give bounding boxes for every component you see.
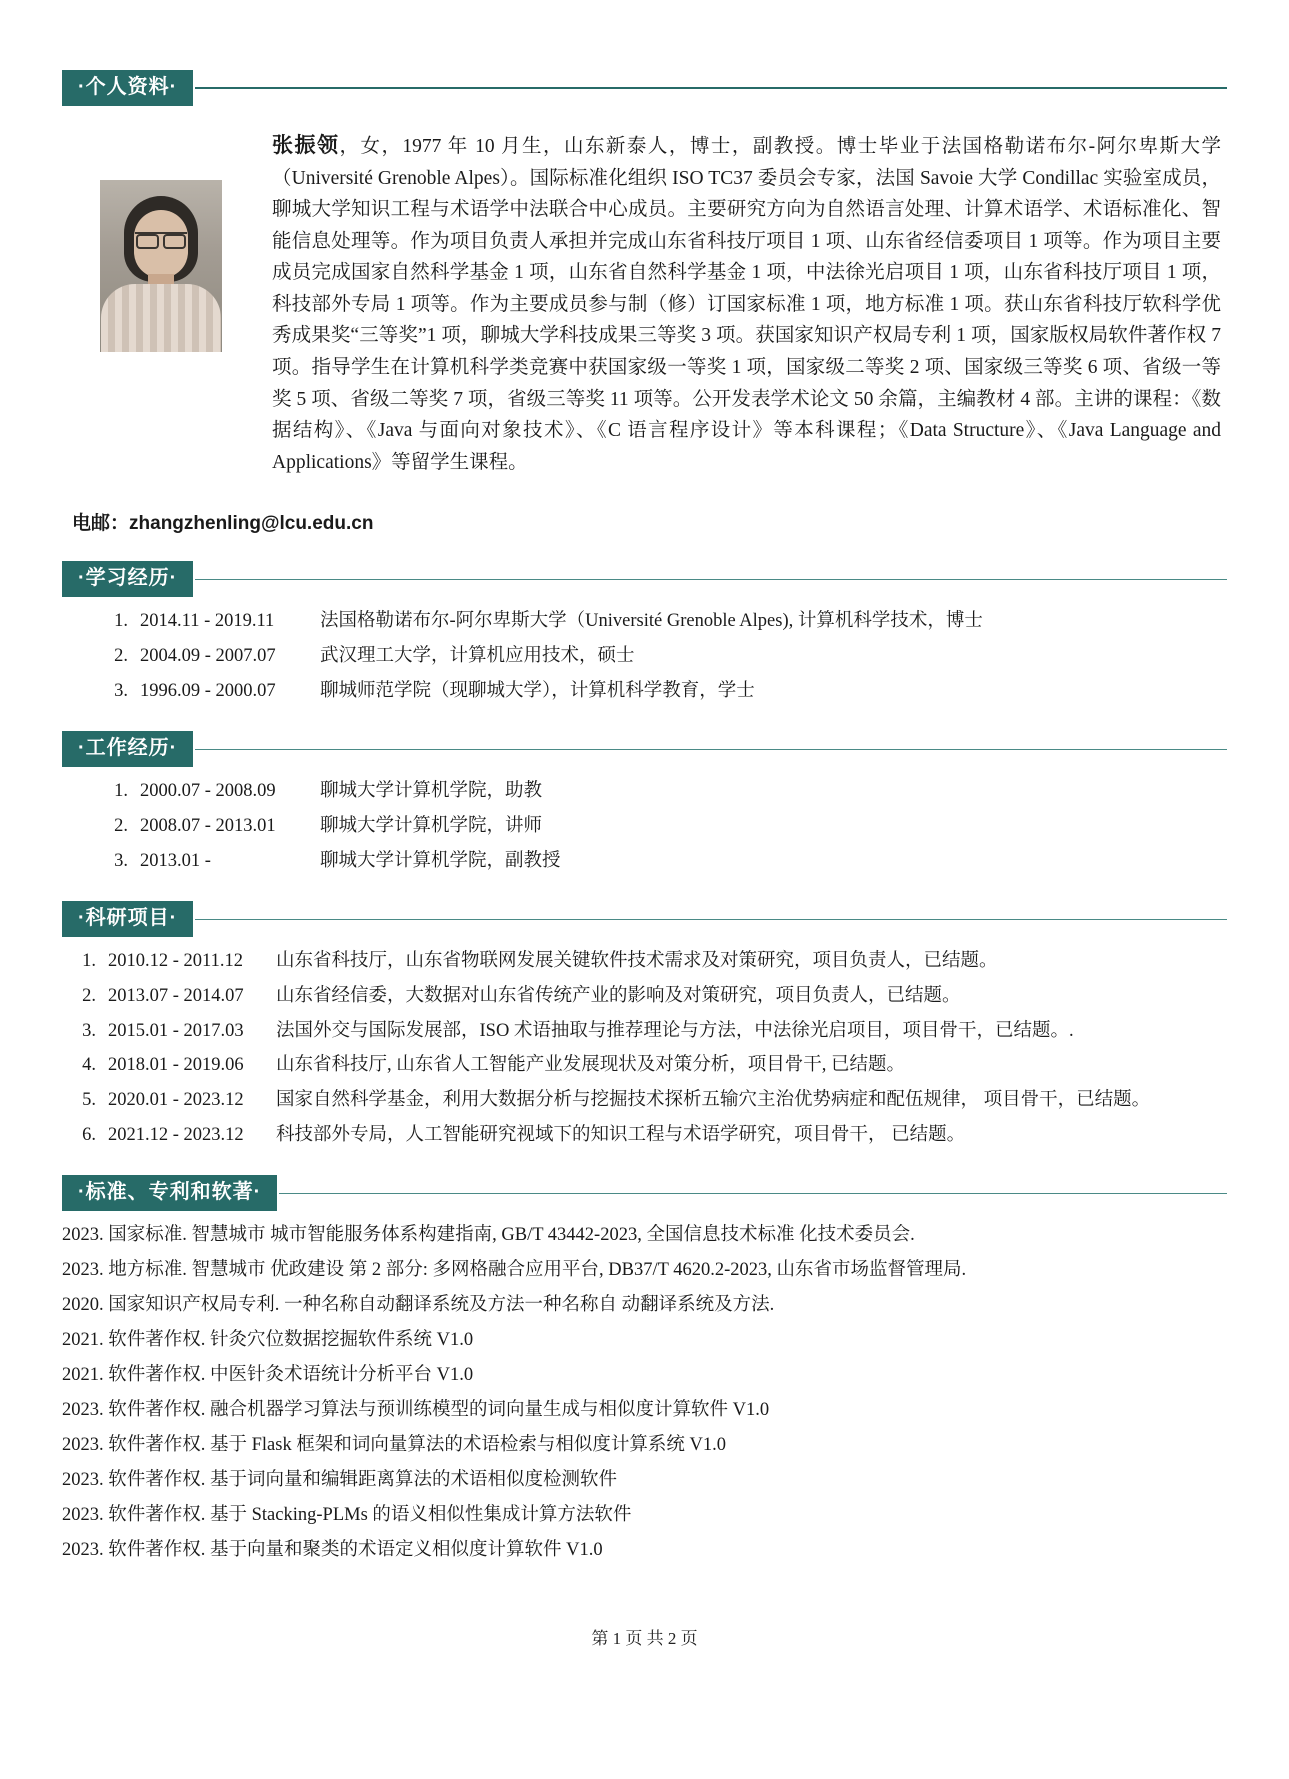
list-item	[62, 642, 1227, 671]
item-index: 1.	[114, 611, 128, 632]
item-text: 聊城大学计算机学院，副教授	[320, 850, 561, 871]
bio-paragraph	[272, 128, 1221, 478]
item-text: 武汉理工大学，计算机应用技术，硕士	[320, 646, 635, 667]
item-dates: 2013.07 - 2014.07	[108, 986, 244, 1007]
list-item	[62, 677, 1227, 706]
item-text: 山东省经信委，大数据对山东省传统产业的影响及对策研究，项目负责人，已结题。	[276, 986, 961, 1007]
section-rule	[195, 919, 1227, 920]
item-dates: 2021.12 - 2023.12	[108, 1124, 244, 1145]
list-item	[62, 982, 1227, 1011]
photo-body	[101, 284, 221, 352]
item-dates: 2018.01 - 2019.06	[108, 1055, 244, 1076]
item-index: 2.	[114, 646, 128, 667]
bio-container	[262, 128, 1227, 478]
item-text: 聊城大学计算机学院，助教	[320, 781, 543, 802]
section-header-standards	[62, 1175, 1227, 1211]
item-text: 国家自然科学基金，利用大数据分析与挖掘技术探析五输穴主治优势病症和配伍规律， 项目骨干，已结题。	[276, 1090, 1151, 1111]
item-dates: 1996.09 - 2000.07	[140, 680, 276, 701]
item-dates: 2013.01 -	[140, 850, 211, 871]
list-item: 2021. 软件著作权. 中医针灸术语统计分析平台 V1.0	[62, 1365, 474, 1386]
education-list	[62, 607, 1227, 705]
section-header-education	[62, 561, 1227, 597]
section-title-standards: ·标准、专利和软著·	[62, 1175, 277, 1211]
email-label: 电邮：	[72, 513, 130, 535]
email-line	[62, 508, 1227, 535]
list-item	[62, 777, 1227, 806]
item-index: 5.	[82, 1090, 96, 1111]
item-text: 山东省科技厅，山东省物联网发展关键软件技术需求及对策研究，项目负责人，已结题。	[276, 951, 998, 972]
section-rule	[279, 1193, 1227, 1194]
projects-list	[62, 947, 1227, 1149]
glasses-icon	[135, 232, 187, 246]
section-title-personal: ·个人资料·	[62, 70, 193, 106]
list-item	[62, 1017, 1227, 1046]
work-list	[62, 777, 1227, 875]
page-footer	[62, 1624, 1227, 1649]
item-text: 山东省科技厅, 山东省人工智能产业发展现状及对策分析，项目骨干, 已结题。	[276, 1055, 906, 1076]
photo-container	[62, 128, 262, 352]
item-text: 聊城师范学院（现聊城大学），计算机科学教育，学士	[320, 680, 755, 701]
standards-list	[62, 1221, 1227, 1566]
item-index: 3.	[82, 1020, 96, 1041]
item-text: 聊城大学计算机学院，讲师	[320, 816, 543, 837]
list-item: 2023. 软件著作权. 基于 Stacking-PLMs 的语义相似性集成计算方法软件	[62, 1505, 632, 1526]
section-header-personal	[62, 70, 1227, 106]
bio-text: ，女，1977 年 10 月生，山东新泰人，博士，副教授。博士毕业于法国格勒诺布尔-阿尔卑斯大学（Université Grenoble Alpes）。国际标准化组织 ISO TC37 委员会专家，法国 Savoie 大学 Condillac 实验室成员，聊城大学知识工程与术语学中法联合中心成员。主要研究方向为自然语言处理、计算术语学、术语标准化、智能信息处理等。作为项目负责人承担并完成山东省科技厅项目 1 项、山东省经信委项目 1 项等。作为项目主要成员完成国家自然科学基金 1 项，山东省自然科学基金 1 项，中法徐光启项目 1 项，山东省科技厅项目 1 项，科技部外专局 1 项等。作为主要成员参与制（修）订国家标准 1 项，地方标准 1 项。获山东省科技厅软科学优秀成果奖“三等奖”1 项，聊城大学科技成果三等奖 3 项。获国家知识产权局专利 1 项，国家版权局软件著作权 7 项。指导学生在计算机科学类竞赛中获国家级一等奖 1 项，国家级二等奖 2 项、国家级三等奖 6 项、省级一等奖 5 项、省级二等奖 7 项，省级三等奖 11 项等。公开发表学术论文 50 余篇，主编教材 4 部。主讲的课程：《数据结构》、《Java 与面向对象技术》、《C 语言程序设计》等本科课程；《Data Structure》、《Java Language and Applications》等留学生课程。	[272, 136, 1222, 473]
item-dates: 2015.01 - 2017.03	[108, 1020, 244, 1041]
item-text: 法国外交与国际发展部，ISO 术语抽取与推荐理论与方法，中法徐光启项目，项目骨干，已结题。.	[276, 1020, 1074, 1041]
list-item	[62, 947, 1227, 976]
list-item: 2023. 软件著作权. 基于向量和聚类的术语定义相似度计算软件 V1.0	[62, 1540, 603, 1561]
section-rule	[195, 749, 1227, 750]
page-number: 第 1 页 共 2 页	[591, 1629, 698, 1649]
item-index: 1.	[82, 951, 96, 972]
profile-block	[62, 128, 1227, 478]
list-item	[62, 812, 1227, 841]
item-text: 法国格勒诺布尔-阿尔卑斯大学（Université Grenoble Alpes), 计算机科学技术，博士	[320, 611, 983, 632]
list-item: 2023. 国家标准. 智慧城市 城市智能服务体系构建指南, GB/T 43442-2023, 全国信息技术标准 化技术委员会.	[62, 1225, 915, 1246]
item-index: 3.	[114, 680, 128, 701]
item-index: 1.	[114, 781, 128, 802]
list-item	[62, 1051, 1227, 1080]
item-dates: 2008.07 - 2013.01	[140, 816, 276, 837]
item-index: 2.	[114, 816, 128, 837]
list-item: 2020. 国家知识产权局专利. 一种名称自动翻译系统及方法一种名称自 动翻译系统及方法.	[62, 1295, 775, 1316]
list-item	[62, 847, 1227, 876]
section-title-projects: ·科研项目·	[62, 901, 193, 937]
list-item	[62, 1121, 1227, 1150]
item-index: 2.	[82, 986, 96, 1007]
item-text: 科技部外专局，人工智能研究视域下的知识工程与术语学研究，项目骨干， 已结题。	[276, 1124, 966, 1145]
item-dates: 2020.01 - 2023.12	[108, 1090, 244, 1111]
section-rule	[195, 579, 1227, 580]
item-index: 4.	[82, 1055, 96, 1076]
item-dates: 2000.07 - 2008.09	[140, 781, 276, 802]
section-title-education: ·学习经历·	[62, 561, 193, 597]
list-item	[62, 607, 1227, 636]
list-item	[62, 1086, 1227, 1115]
section-header-work	[62, 731, 1227, 767]
email-address[interactable]: zhangzhenling@lcu.edu.cn	[129, 513, 374, 535]
section-header-projects	[62, 901, 1227, 937]
portrait-photo	[100, 180, 222, 352]
item-dates: 2014.11 - 2019.11	[140, 611, 275, 632]
list-item: 2023. 软件著作权. 基于 Flask 框架和词向量算法的术语检索与相似度计算系统 V1.0	[62, 1435, 726, 1456]
item-dates: 2010.12 - 2011.12	[108, 951, 243, 972]
section-rule	[195, 87, 1227, 89]
section-title-work: ·工作经历·	[62, 731, 193, 767]
item-dates: 2004.09 - 2007.07	[140, 646, 276, 667]
item-index: 6.	[82, 1124, 96, 1145]
list-item: 2023. 地方标准. 智慧城市 优政建设 第 2 部分: 多网格融合应用平台, DB37/T 4620.2-2023, 山东省市场监督管理局.	[62, 1260, 967, 1281]
list-item: 2021. 软件著作权. 针灸穴位数据挖掘软件系统 V1.0	[62, 1330, 474, 1351]
item-index: 3.	[114, 850, 128, 871]
list-item: 2023. 软件著作权. 基于词向量和编辑距离算法的术语相似度检测软件	[62, 1470, 618, 1491]
list-item: 2023. 软件著作权. 融合机器学习算法与预训练模型的词向量生成与相似度计算软件 V1.0	[62, 1400, 770, 1421]
person-name: 张振领	[272, 133, 340, 157]
